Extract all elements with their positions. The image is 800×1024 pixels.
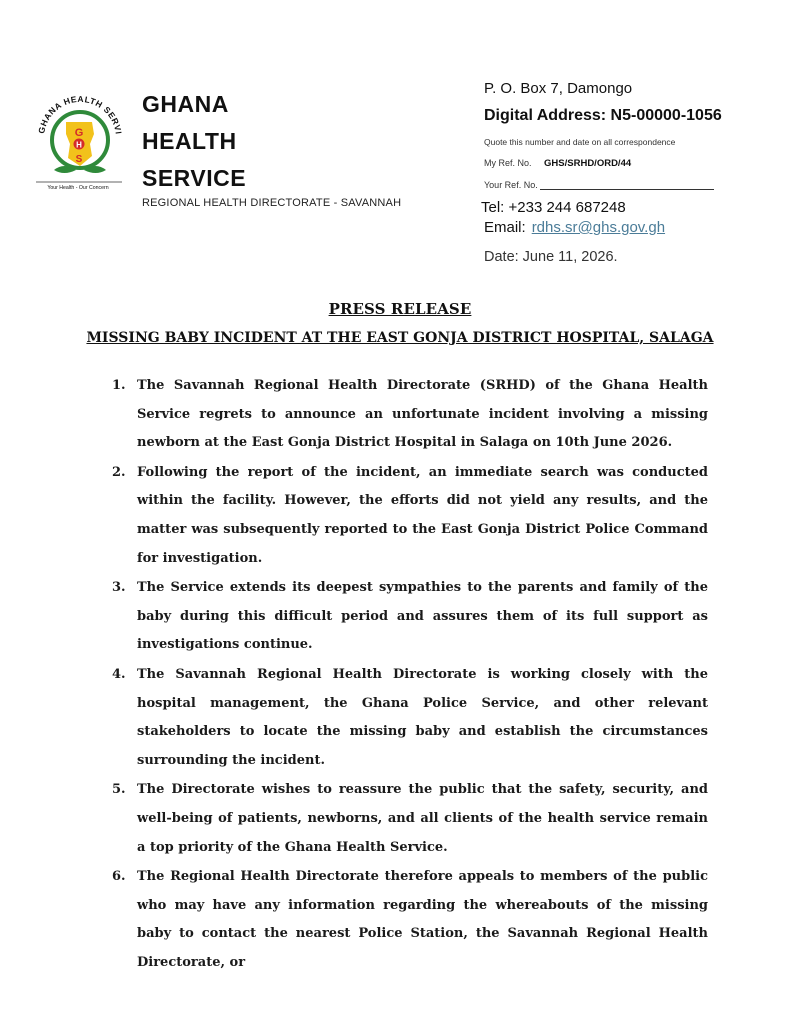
email-row [484, 219, 665, 236]
svg-text:GHANA HEALTH SERVICE: GHANA HEALTH SERVI [36, 93, 124, 136]
svg-text:Your Health - Our Concern: Your Health - Our Concern [47, 185, 109, 191]
your-ref-row [484, 180, 714, 190]
my-ref-value: GHS/SRHD/ORD/44 [544, 158, 632, 169]
list-item [108, 776, 708, 862]
item-text: The Regional Health Directorate therefore appeals to members of the public who may have any information regarding the whereabouts of the missing baby to contact the nearest Police Station, the Savannah Regional Health Directorate, or [137, 869, 708, 970]
ghs-logo [30, 78, 126, 196]
item-text: The Directorate wishes to reassure the public that the safety, security, and well-being of patients, newborns, and all clients of the health service remain a top priority of the Ghana Health Service. [137, 782, 708, 855]
your-ref-blank-line [540, 181, 714, 190]
svg-text:H: H [76, 140, 82, 150]
list-item [108, 574, 708, 660]
org-name-line: HEALTH [142, 128, 237, 154]
item-number: 5. [112, 782, 126, 798]
ghs-emblem-icon [30, 78, 126, 196]
item-number: 2. [112, 464, 126, 480]
svg-text:S: S [75, 154, 83, 165]
press-release-heading: PRESS RELEASE [328, 300, 472, 318]
release-date: Date: June 11, 2026. [484, 249, 618, 265]
email-label: Email: [484, 219, 526, 236]
org-name-line: GHANA [142, 91, 229, 117]
list-item [108, 372, 708, 458]
your-ref-label: Your Ref. No. [484, 180, 538, 190]
po-box: P. O. Box 7, Damongo [484, 80, 633, 97]
my-ref-row [484, 158, 631, 169]
quote-note: Quote this number and date on all correspondence [484, 137, 676, 147]
list-item [108, 459, 708, 573]
list-item [108, 863, 708, 977]
item-number: 6. [112, 869, 126, 885]
item-text: The Savannah Regional Health Directorate is working closely with the hospital management, the Ghana Police Service, and other relevant stakeholders to locate the missing baby and establish the circumstances surrounding the incident. [137, 666, 708, 768]
item-text: The Savannah Regional Health Directorate (SRHD) of the Ghana Health Service regrets to announce an unfortunate incident involving a missing newborn at the East Gonja District Hospital in Salaga on 10th June 2026. [137, 378, 708, 451]
org-name-line: SERVICE [142, 165, 247, 191]
release-items-list [108, 372, 708, 978]
directorate-name: REGIONAL HEALTH DIRECTORATE - SAVANNAH [142, 197, 402, 209]
item-number: 3. [112, 580, 126, 596]
telephone: Tel: +233 244 687248 [481, 199, 626, 216]
svg-text:G: G [74, 127, 84, 139]
list-item [108, 661, 708, 775]
email-link[interactable]: rdhs.sr@ghs.gov.gh [531, 219, 666, 236]
item-text: The Service extends its deepest sympathies to the parents and family of the baby during this difficult period and assures them of its full support as investigations continue. [137, 580, 708, 653]
item-number: 1. [112, 378, 126, 393]
item-text: Following the report of the incident, an immediate search was conducted within the facility. However, the efforts did not yield any results, and the matter was subsequently reported to the East Gonja District Police Command for investigation. [137, 464, 708, 566]
organization-name [142, 86, 246, 197]
item-number: 4. [112, 666, 126, 682]
release-subject: MISSING BABY INCIDENT AT THE EAST GONJA DISTRICT HOSPITAL, SALAGA [86, 330, 714, 346]
digital-address: Digital Address: N5-00000-1056 [484, 107, 722, 124]
my-ref-label: My Ref. No. [484, 158, 532, 168]
